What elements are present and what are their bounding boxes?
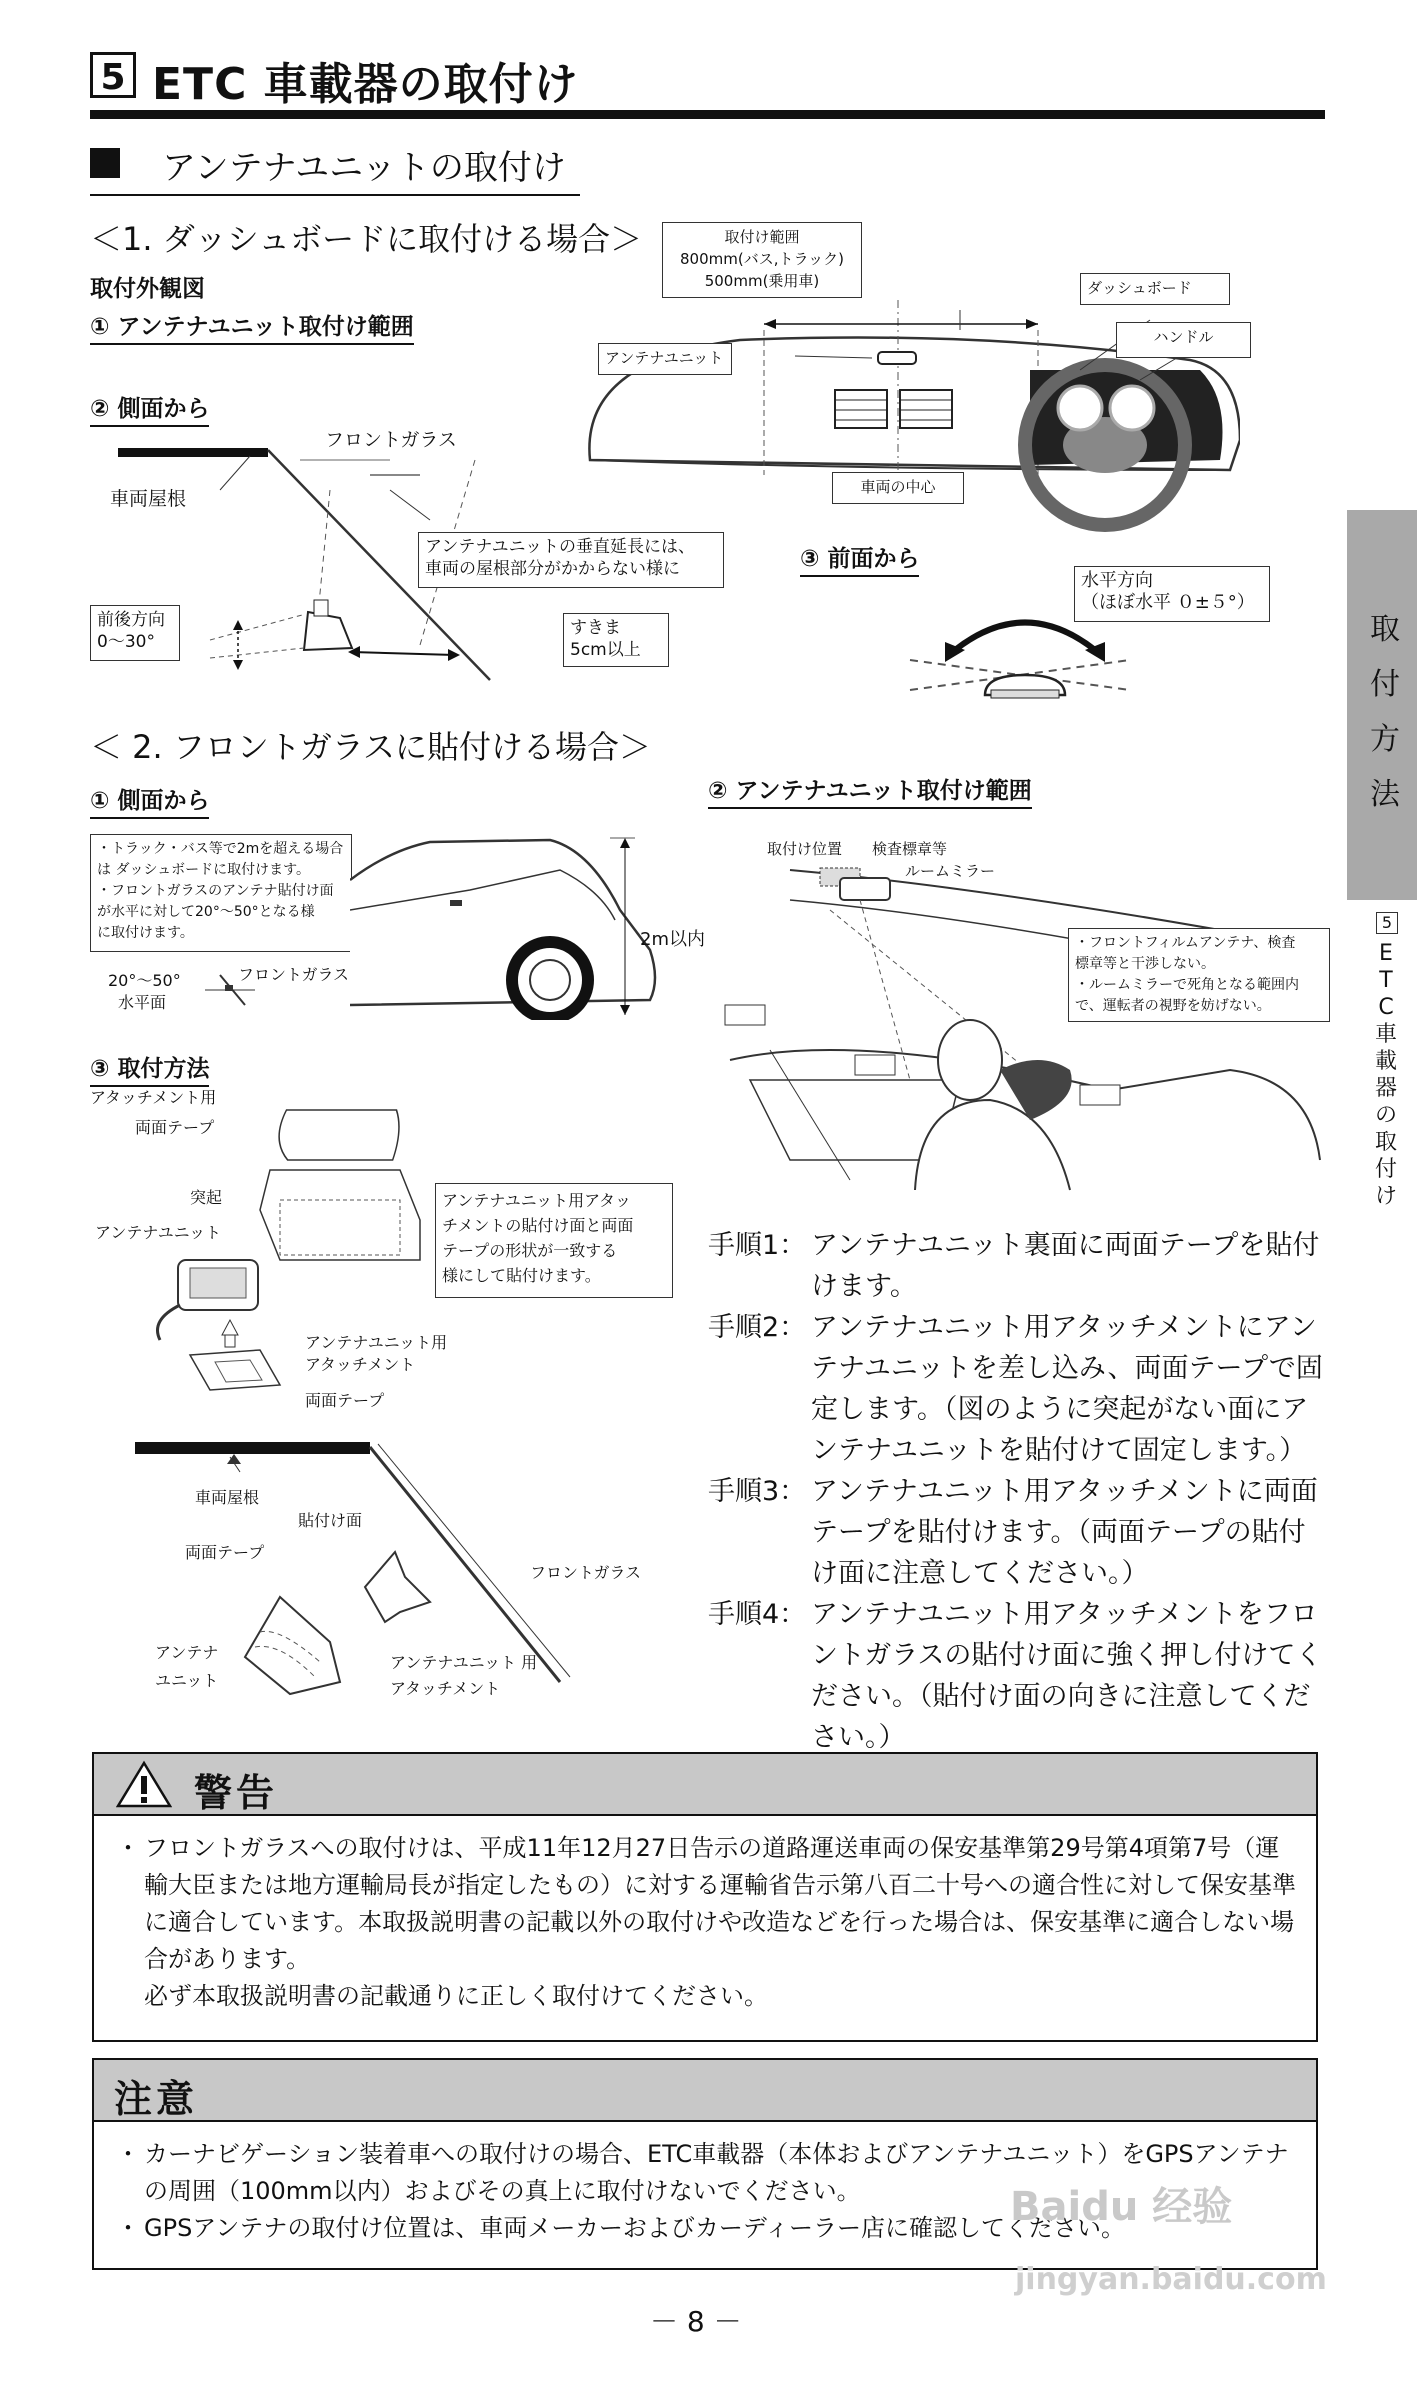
inspection-label: 検査標章等 (872, 840, 948, 858)
match-note-line: 様にして貼付けます。 (442, 1266, 601, 1285)
chapter-number: 5 (90, 52, 136, 98)
part2-range-title: ② アンテナユニット取付け範囲 (708, 772, 1032, 809)
center-label: 車両の中心 (832, 472, 964, 504)
match-note-line: チメントの貼付け面と両面 (442, 1216, 634, 1235)
side-tab-char: 方 (1370, 722, 1400, 757)
range-title: ① アンテナユニット取付け範囲 (90, 308, 414, 345)
attachment-exploded-diagram (150, 1090, 450, 1420)
tape2-label: 両面テープ (185, 1543, 265, 1562)
warning-body (116, 1830, 1296, 2015)
front-view-title: ③ 前面から (800, 540, 919, 577)
handle-label: ハンドル (1116, 322, 1251, 358)
range-note-line: 標章等と干渉しない。 (1075, 956, 1215, 972)
part1-heading: ＜1. ダッシュボードに取付ける場合＞ (90, 220, 643, 258)
antenna-label-2: ユニット (155, 1671, 219, 1690)
side-sub-char: 載 (1374, 1049, 1397, 1074)
range-line-1: 取付け範囲 (724, 228, 800, 246)
bullet-dot: ・ (116, 1834, 140, 1862)
dashboard-label: ダッシュボード (1080, 273, 1230, 305)
warning-header (94, 1754, 1316, 1816)
protrusion-label: 突起 (190, 1188, 223, 1207)
mount-roof-label: 車両屋根 (195, 1488, 260, 1507)
range-note-line: ・フロントフィルムアンテナ、検査 (1075, 935, 1296, 951)
gap-line-2: 5cm以上 (570, 640, 641, 660)
gap-note (563, 613, 669, 667)
caution-header (94, 2060, 1316, 2122)
step-item (708, 1594, 1328, 1758)
height-label: 2m以内 (640, 929, 705, 950)
match-note-line: アンテナユニット用アタッ (442, 1191, 631, 1210)
method-title: ③ 取付方法 (90, 1050, 209, 1087)
side-tab-num: 5 (1376, 912, 1398, 934)
range-box (662, 222, 862, 298)
warning-text: フロントガラスへの取付けは、平成11年12月27日告示の道路運送車両の保安基準第29号第4項第7号（運輸大臣または地方運輸局長が指定したもの）に対する運輸省告示第八百二十号への適合性に対して保安基準に適合しています。本取扱説明書の記載以外の取付けや改造などを行った場合は、保安基準に適合しない場合があります。 (144, 1834, 1296, 1973)
side-note-line: が水平に対して20°～50°となる様 (97, 904, 315, 920)
side-sub-char: け (1374, 1184, 1397, 1209)
mount-position-label: 取付け位置 (767, 840, 843, 858)
step-text: アンテナユニット用アタッチメントにアンテナユニットを差し込み、両面テープで固定します。（図のように突起がない面にアンテナユニットを貼付けて固定します。） (811, 1312, 1323, 1466)
roof-label: 車両屋根 (110, 488, 187, 510)
attach2-label-2: アタッチメント (390, 1679, 501, 1698)
range-note-line: で、運転者の視野を妨げない。 (1075, 998, 1271, 1014)
chapter-title: ETC 車載器の取付け (152, 59, 579, 110)
range-line-3: 500mm(乗用車) (704, 272, 820, 290)
part2-heading: ＜ 2. フロントガラスに貼付ける場合＞ (90, 728, 651, 766)
bullet-dot: ・ (116, 2140, 140, 2168)
attach-tape-label-2: 両面テープ (135, 1118, 215, 1137)
vertical-note-line-2: 車両の屋根部分がかからない様に (425, 559, 680, 579)
section-title: アンテナユニットの取付け (162, 148, 566, 188)
front-glass-label: フロントガラス (325, 429, 457, 451)
step-item (708, 1307, 1328, 1471)
part2-side-title: ① 側面から (90, 782, 209, 819)
warning-box (92, 1752, 1318, 2042)
side-sub-char: 取 (1374, 1130, 1397, 1155)
watermark-logo: Baidu 经验 (1010, 2184, 1233, 2230)
tilt-line-2: 0～30° (97, 632, 155, 652)
square-bullet-icon (90, 148, 120, 178)
caution-box (92, 2058, 1318, 2270)
step-text: アンテナユニット用アタッチメントをフロントガラスの貼付け面に強く押し付けてください。（貼付け面の向きに注意してください。） (811, 1599, 1323, 1753)
step-text: アンテナユニット用アタッチメントに両面テープを貼付けます。（両面テープの貼付け面に注意してください。） (811, 1476, 1318, 1589)
tilt-line-1: 前後方向 (97, 610, 165, 630)
side-sub-char: 車 (1374, 1022, 1397, 1047)
match-note-line: テープの形状が一致する (442, 1241, 618, 1260)
tilt-note (90, 605, 180, 661)
view-title: 取付外観図 (90, 276, 205, 302)
side-tab-char: 取 (1370, 612, 1400, 647)
warning-text-2: 必ず本取扱説明書の記載通りに正しく取付けてください。 (144, 1982, 768, 2010)
warning-title: 警告 (194, 1771, 279, 1815)
antenna-unit-label-2: アンテナユニット (95, 1223, 222, 1242)
step-key: 手順3： (708, 1476, 807, 1507)
vertical-note (418, 532, 724, 588)
warning-triangle-icon (116, 1760, 172, 1808)
horizontal-line-2: （ほぼ水平 ０±５°） (1081, 592, 1255, 613)
bullet-dot: ・ (116, 2214, 140, 2242)
tape-label: 両面テープ (305, 1391, 385, 1410)
side-sub-char: 付 (1374, 1157, 1397, 1182)
warning-item (116, 1830, 1296, 2015)
range-note (1068, 928, 1330, 1022)
side-sub-char: 器 (1374, 1076, 1397, 1101)
page-title (90, 48, 1325, 119)
front-view-diagram (905, 600, 1145, 710)
antenna-label-1: アンテナ (155, 1643, 219, 1662)
side-sub-char: の (1374, 1103, 1397, 1128)
caution-text: GPSアンテナの取付け位置は、車両メーカーおよびカーディーラー店に確認してください。 (144, 2214, 1125, 2242)
step-key: 手順1： (708, 1230, 807, 1261)
side-note-line: ・フロントガラスのアンテナ貼付け面 (97, 883, 334, 899)
mirror-label: ルームミラー (905, 862, 996, 880)
step-item (708, 1471, 1328, 1594)
step-item (708, 1225, 1328, 1307)
horizontal-line-1: 水平方向 (1081, 570, 1153, 591)
mount-front-glass-label: フロントガラス (530, 1563, 642, 1582)
section-heading (90, 136, 580, 196)
caution-title: 注意 (114, 2077, 199, 2121)
antenna-unit-label: アンテナユニット (598, 343, 732, 375)
attach-tape-label-1: アタッチメント用 (90, 1088, 217, 1107)
side-note-line: ・トラック・バス等で2mを超える場合 (97, 841, 344, 857)
gap-line-1: すきま (570, 618, 621, 638)
side-note (90, 834, 352, 952)
part2-front-glass-label: フロントガラス (238, 965, 350, 984)
steps-list (708, 1225, 1328, 1758)
side-sub-char: C (1378, 995, 1394, 1020)
paste-face-label: 貼付け面 (298, 1511, 363, 1530)
range-line-2: 800mm(バス,トラック) (679, 250, 845, 268)
side-tab-char: 法 (1370, 777, 1400, 812)
attachment-label-2: アタッチメント (305, 1355, 416, 1374)
step-text: アンテナユニット裏面に両面テープを貼付けます。 (811, 1230, 1320, 1302)
watermark-url: jingyan.baidu.com (1015, 2262, 1327, 2297)
page-number: － 8 － (650, 2305, 742, 2338)
side-view-title: ② 側面から (90, 390, 209, 427)
side-note-line: に取付けます。 (97, 925, 194, 941)
horizontal-plane-label: 水平面 (118, 993, 167, 1012)
side-sub-char: T (1379, 968, 1393, 993)
attach2-label-1: アンテナユニット 用 (390, 1653, 538, 1672)
attachment-label-1: アンテナユニット用 (305, 1333, 448, 1352)
range-note-line: ・ルームミラーで死角となる範囲内 (1075, 977, 1299, 993)
step-key: 手順4： (708, 1599, 807, 1630)
side-note-line: は ダッシュボードに取付けます。 (97, 862, 311, 878)
side-tab-char: 付 (1370, 667, 1400, 702)
angle-label: 20°～50° (108, 971, 181, 990)
caution-text: カーナビゲーション装着車への取付けの場合、ETC車載器（本体およびアンテナユニット）をGPSアンテナの周囲（100mm以内）およびその真上に取付けないでください。 (144, 2140, 1289, 2205)
vertical-note-line-1: アンテナユニットの垂直延長には、 (425, 537, 695, 557)
step-key: 手順2： (708, 1312, 807, 1343)
side-sub-char: E (1379, 941, 1393, 966)
angle-diagram (200, 970, 260, 1010)
match-note (435, 1183, 673, 1298)
